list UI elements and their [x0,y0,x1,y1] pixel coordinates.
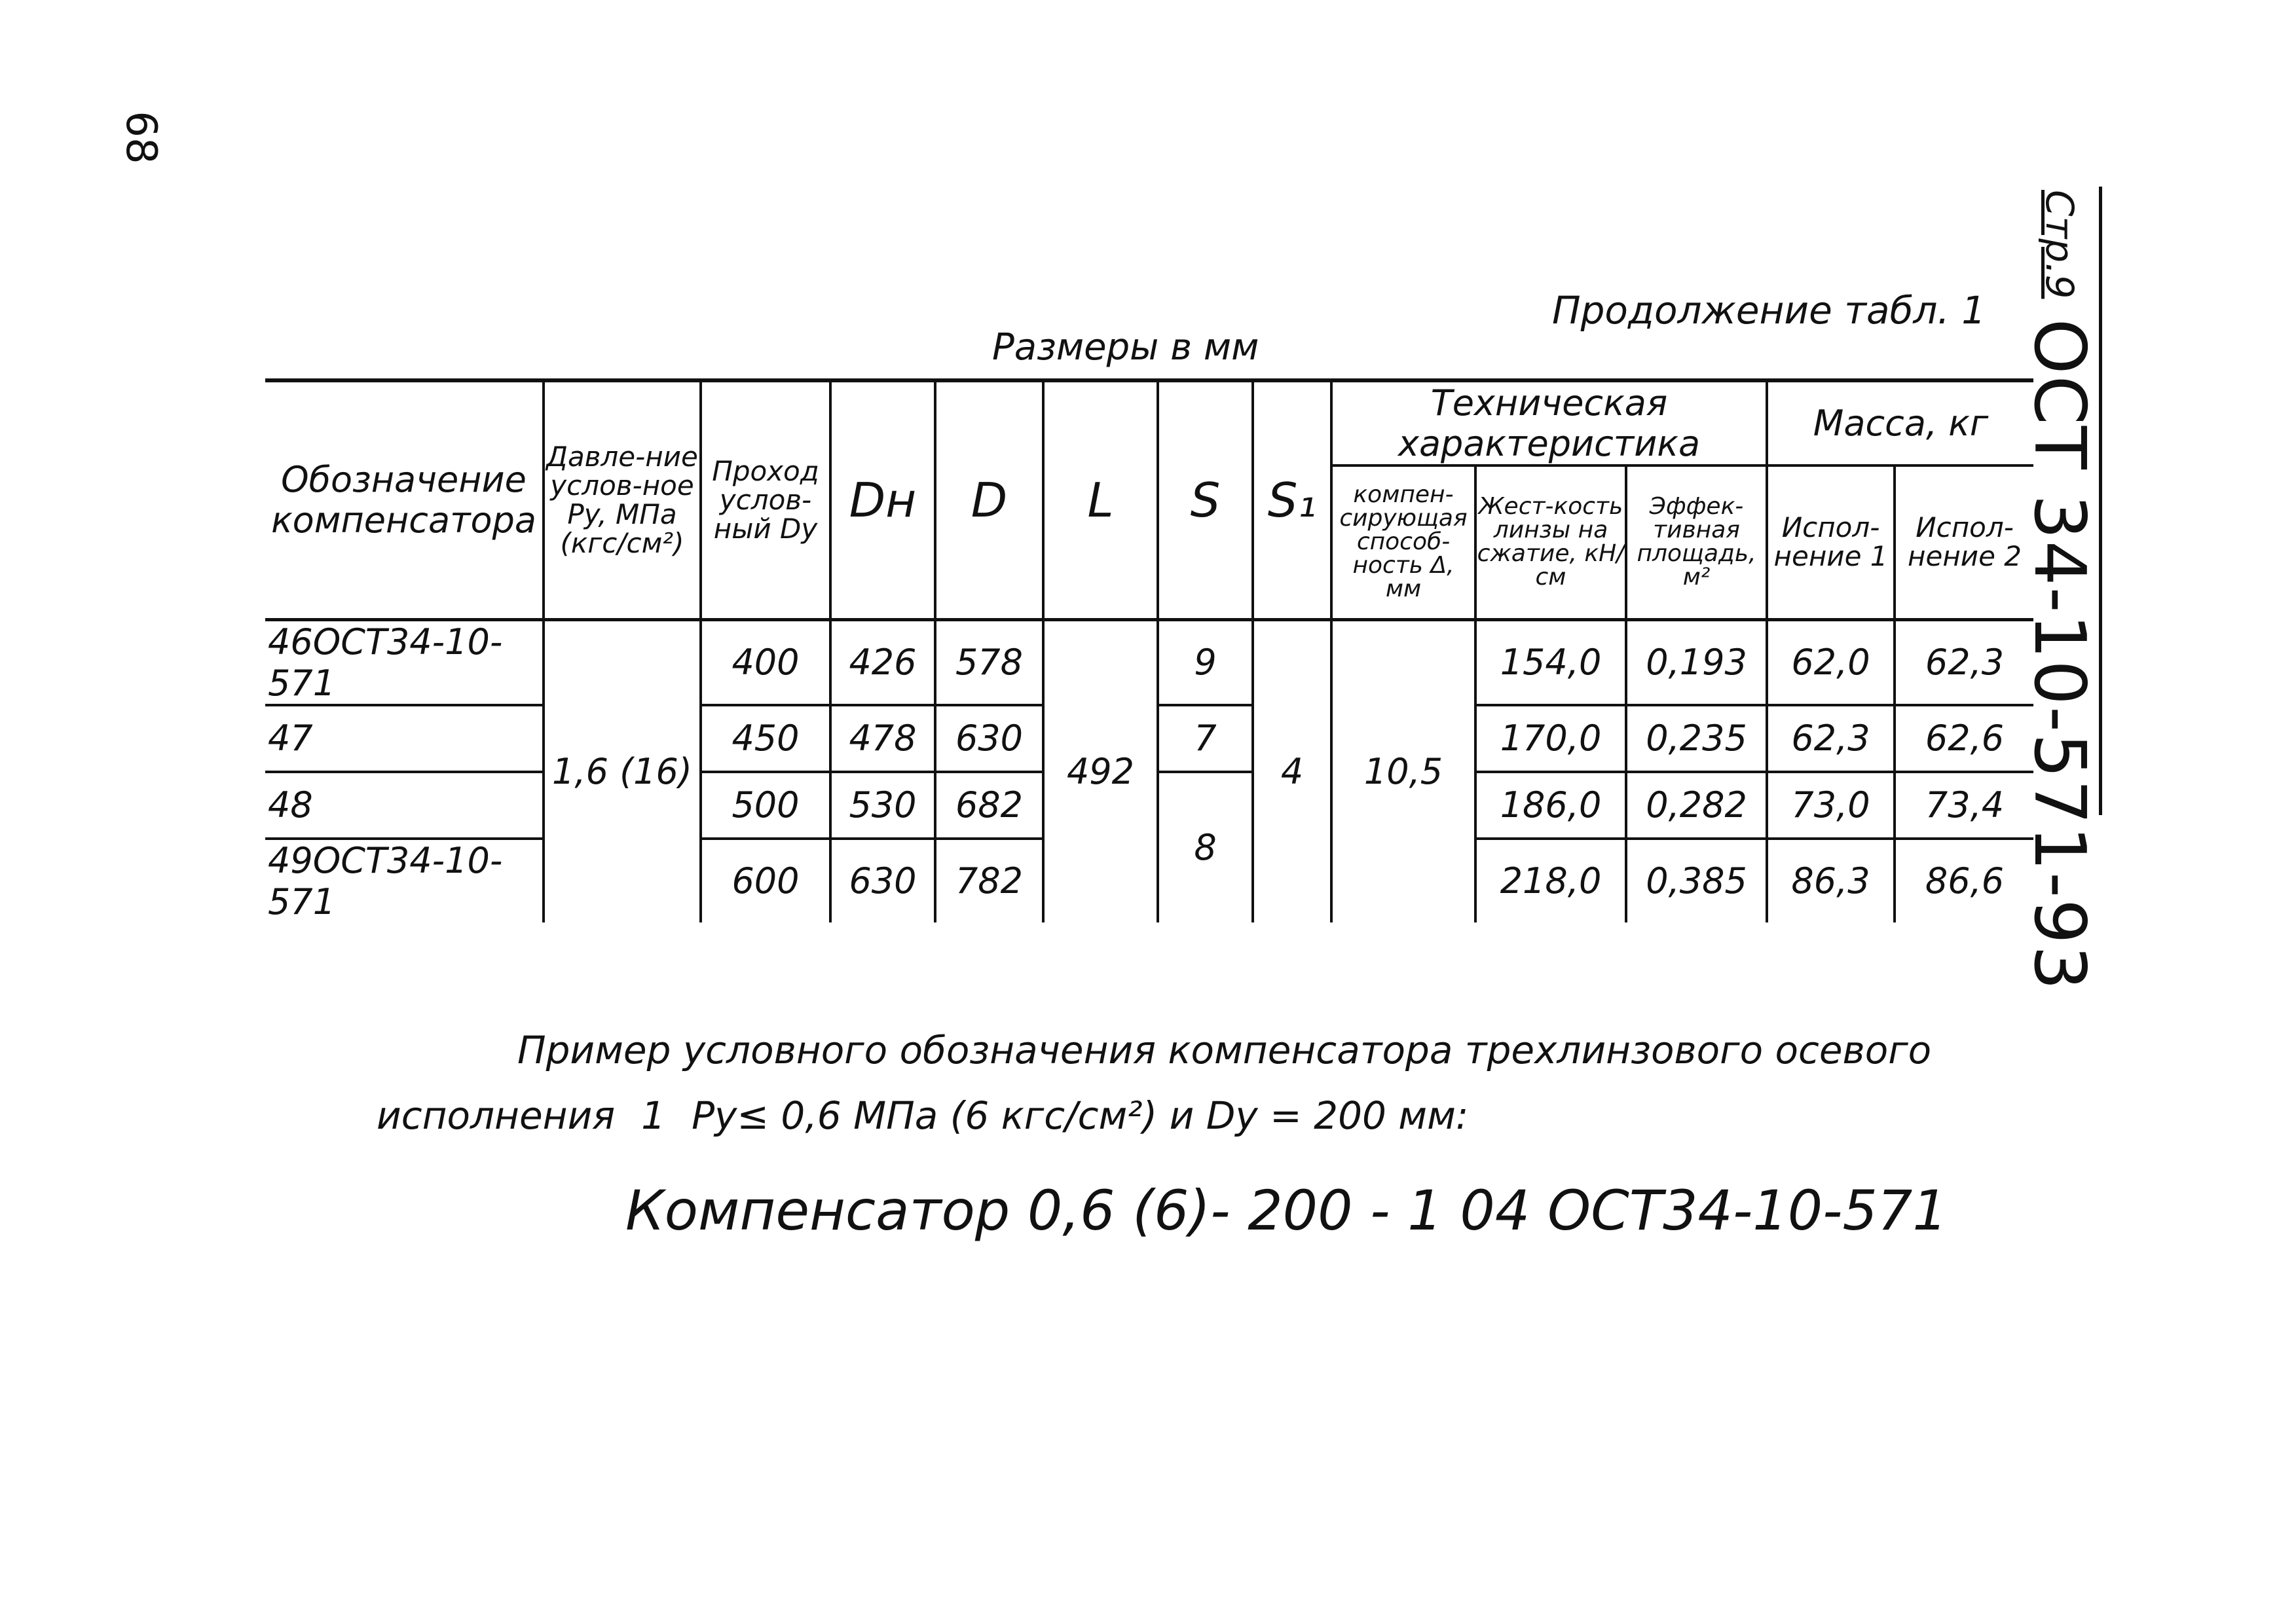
header-tech-group: Техническая характеристика [1331,380,1767,465]
cell-s1: 4 [1253,619,1331,922]
header-dn: Dн [830,380,935,619]
cell-mass2: 86,6 [1895,839,2033,922]
header-s: S [1158,380,1253,619]
cell-area: 0,282 [1626,772,1767,839]
header-designation: Обозначение компенсатора [265,380,544,619]
cell-stiffness: 154,0 [1475,619,1626,705]
header-passage: Проход услов-ный Dy [701,380,830,619]
cell-designation: 48 [265,772,544,839]
example-designation: Компенсатор 0,6 (6)- 200 - 1 04 ОСТ34-10-571 [625,1178,1948,1243]
cell-designation: 49ОСТ34-10-571 [265,839,544,922]
example-line-2 [377,1093,1468,1138]
cell-dn: 630 [830,839,935,922]
cell-l: 492 [1043,619,1158,922]
cell-mass2: 73,4 [1895,772,2033,839]
cell-s: 9 [1158,619,1253,705]
cell-dy: 500 [701,772,830,839]
header-area: Эффек-тивная площадь, м² [1626,465,1767,619]
cell-stiffness: 186,0 [1475,772,1626,839]
cell-dn: 530 [830,772,935,839]
cell-area: 0,193 [1626,619,1767,705]
cell-mass1: 62,0 [1767,619,1895,705]
compensator-table [265,378,2033,922]
cell-stiffness: 170,0 [1475,705,1626,772]
cell-dn: 426 [830,619,935,705]
header-l: L [1043,380,1158,619]
cell-dy: 450 [701,705,830,772]
example-conditions: Py≤ 0,6 МПа (6 кгс/см²) и Dy = 200 мм: [692,1093,1469,1138]
cell-comp: 10,5 [1331,619,1475,922]
table-continuation: Продолжение табл. 1 [1552,288,1986,333]
cell-mass1: 62,3 [1767,705,1895,772]
example-execution-number: 1 [641,1093,666,1138]
cell-mass1: 86,3 [1767,839,1895,922]
cell-d: 630 [935,705,1043,772]
cell-dn: 478 [830,705,935,772]
page-number: 68 [117,111,165,164]
header-s1: S₁ [1253,380,1331,619]
cell-pressure: 1,6 (16) [544,619,701,922]
example-line-1: Пример условного обозначения компенсатора трехлинзового осевого [517,1028,1932,1072]
cell-s: 8 [1158,772,1253,922]
cell-mass1: 73,0 [1767,772,1895,839]
cell-area: 0,385 [1626,839,1767,922]
cell-mass2: 62,3 [1895,619,2033,705]
header-mass1: Испол-нение 1 [1767,465,1895,619]
stamp-page: Стр.9 [2037,190,2082,299]
header-stiffness: Жест-кость линзы на сжатие, кН/см [1475,465,1626,619]
header-d: D [935,380,1043,619]
cell-d: 782 [935,839,1043,922]
header-mass2: Испол-нение 2 [1895,465,2033,619]
cell-d: 578 [935,619,1043,705]
table-row [265,619,2033,705]
cell-area: 0,235 [1626,705,1767,772]
cell-stiffness: 218,0 [1475,839,1626,922]
cell-dy: 600 [701,839,830,922]
cell-mass2: 62,6 [1895,705,2033,772]
header-comp: компен-сирующая способ-ность Δ, мм [1331,465,1475,619]
cell-dy: 400 [701,619,830,705]
sizes-note: Размеры в мм [992,326,1259,369]
example-execution: исполнения [377,1093,616,1138]
cell-designation: 46ОСТ34-10-571 [265,619,544,705]
cell-s: 7 [1158,705,1253,772]
cell-d: 682 [935,772,1043,839]
cell-designation: 47 [265,705,544,772]
header-mass-group: Масса, кг [1767,380,2033,465]
header-pressure: Давле-ние услов-ное Py, МПа (кгс/см²) [544,380,701,619]
stamp-standard: ОСТ 34-10-571-93 [2018,318,2101,992]
